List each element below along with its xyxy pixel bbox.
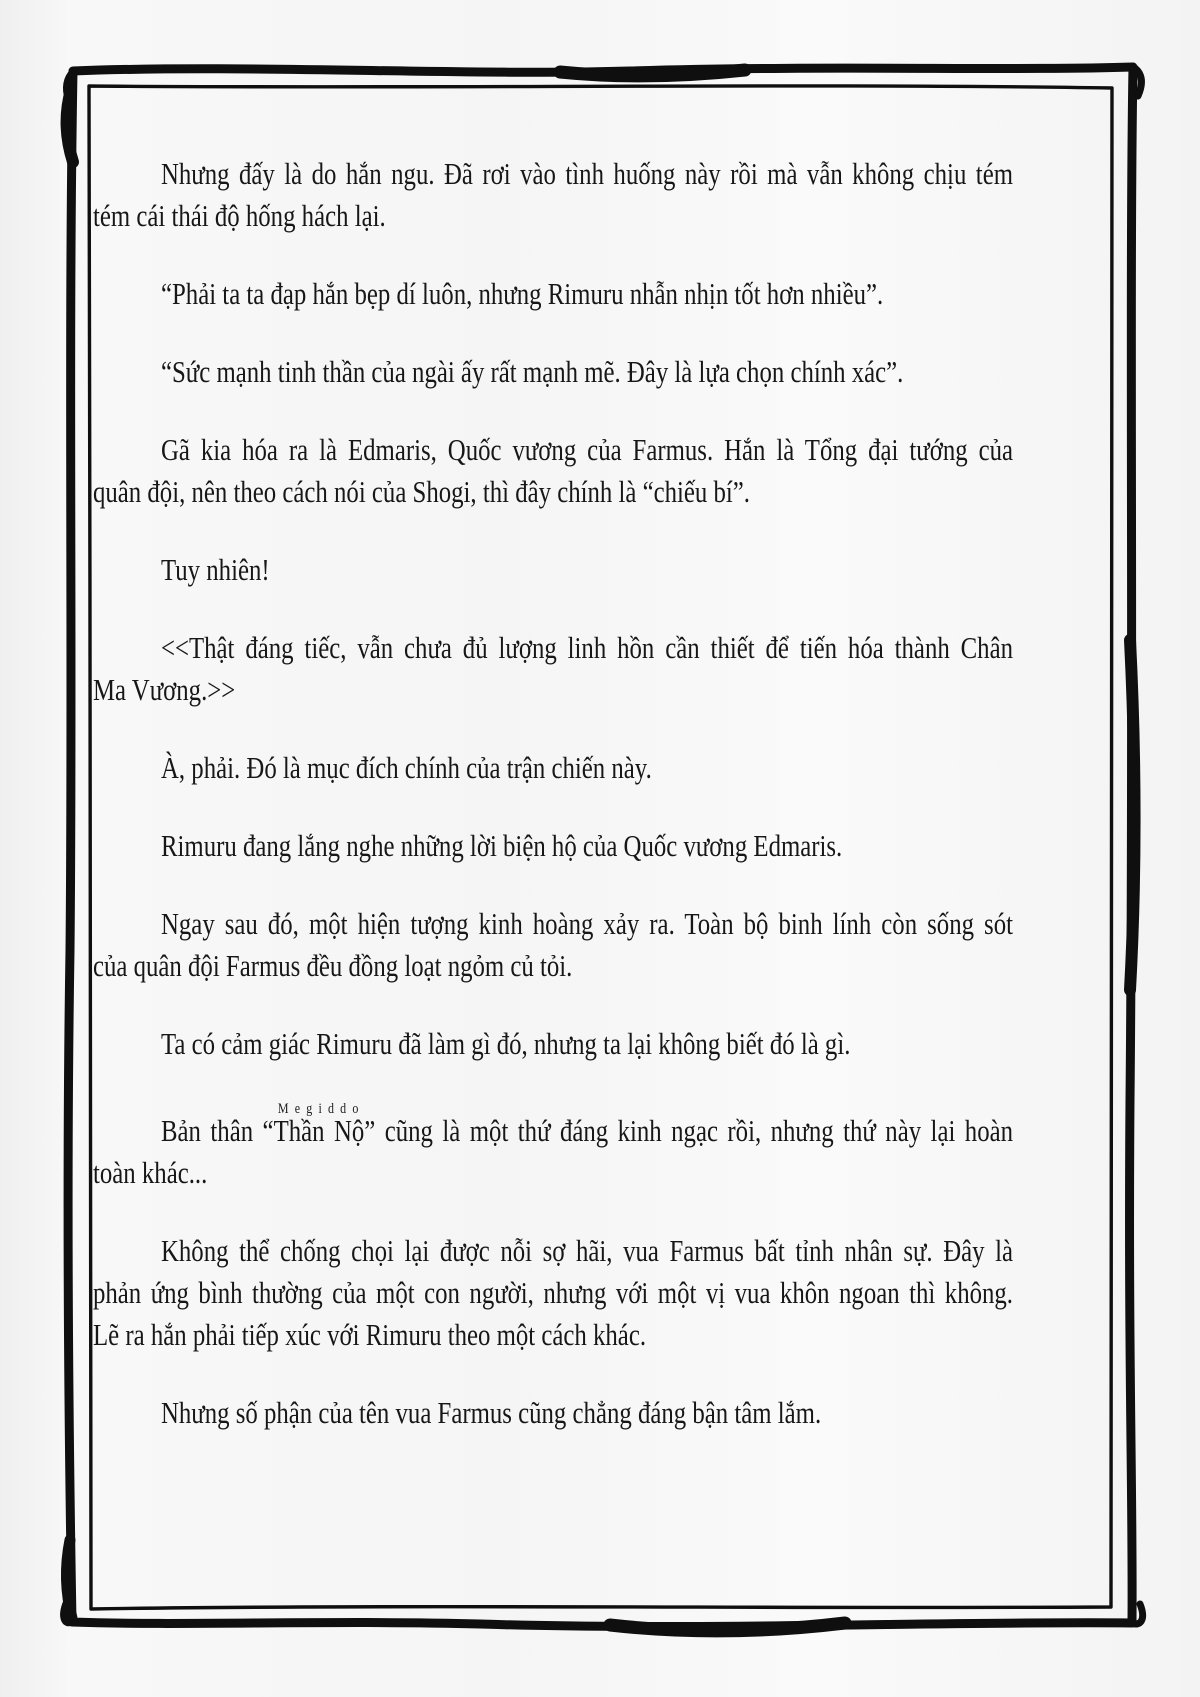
text-line: “Sức mạnh tinh thần của ngài ấy rất mạnh mẽ. Đây là lựa chọn chính xác”. — [161, 354, 904, 389]
ruby-text: M e g i d d o — [273, 1101, 365, 1117]
text-line: phản ứng bình thường của một con người, nhưng với một vị vua khôn ngoan thì không. — [93, 1275, 1013, 1310]
ruby-annotation — [273, 1101, 365, 1148]
text-line: À, phải. Đó là mục đích chính của trận chiến này. — [161, 750, 652, 785]
paragraph-3 — [93, 351, 1013, 393]
paragraph-7 — [93, 747, 1013, 789]
ruby-base: Thần Nộ — [273, 1113, 365, 1148]
paragraph-2 — [93, 273, 1013, 315]
paragraph-13 — [93, 1392, 1013, 1434]
ruby-line-after: ” cũng là một thứ đáng kinh ngạc rồi, nhưng thứ này lại hoàn — [364, 1113, 1014, 1148]
ruby-line-before: Bản thân “ — [161, 1113, 274, 1148]
text-line: Ma Vương.>> — [93, 672, 236, 707]
text-line: <<Thật đáng tiếc, vẫn chưa đủ lượng linh hồn cần thiết để tiến hóa thành Chân — [161, 630, 1013, 665]
text-line: Ta có cảm giác Rimuru đã làm gì đó, nhưng ta lại không biết đó là gì. — [161, 1026, 851, 1061]
text-line: Rimuru đang lắng nghe những lời biện hộ của Quốc vương Edmaris. — [161, 828, 843, 863]
paragraph-4 — [93, 429, 1013, 513]
text-line: Nhưng số phận của tên vua Farmus cũng chẳng đáng bận tâm lắm. — [161, 1395, 822, 1430]
text-line: “Phải ta ta đạp hắn bẹp dí luôn, nhưng Rimuru nhẫn nhịn tốt hơn nhiều”. — [161, 276, 884, 311]
paragraph-11 — [93, 1101, 1013, 1194]
text-line: Tuy nhiên! — [161, 552, 270, 587]
text-line: tém cái thái độ hống hách lại. — [93, 198, 386, 233]
paragraph-1 — [93, 153, 1013, 237]
text-line: của quân đội Farmus đều đồng loạt ngỏm củ tỏi. — [93, 948, 573, 983]
text-line: Lẽ ra hắn phải tiếp xúc với Rimuru theo một cách khác. — [93, 1317, 647, 1352]
paragraph-10 — [93, 1023, 1013, 1065]
paragraph-9 — [93, 903, 1013, 987]
paragraph-8 — [93, 825, 1013, 867]
text-line: Ngay sau đó, một hiện tượng kinh hoàng xảy ra. Toàn bộ binh lính còn sống sót — [161, 906, 1013, 941]
paragraph-5 — [93, 549, 1013, 591]
paragraph-6 — [93, 627, 1013, 711]
text-line: quân đội, nên theo cách nói của Shogi, thì đây chính là “chiếu bí”. — [93, 474, 751, 509]
text-line — [93, 1101, 1013, 1152]
text-line: toàn khác... — [93, 1155, 208, 1190]
story-text — [93, 153, 1013, 1470]
text-line: Nhưng đấy là do hắn ngu. Đã rơi vào tình huống này rồi mà vẫn không chịu tém — [161, 156, 1013, 191]
paragraph-12 — [93, 1230, 1013, 1356]
text-line: Không thể chống chọi lại được nỗi sợ hãi, vua Farmus bất tỉnh nhân sự. Đây là — [161, 1233, 1013, 1268]
text-line: Gã kia hóa ra là Edmaris, Quốc vương của Farmus. Hắn là Tổng đại tướng của — [161, 432, 1013, 467]
